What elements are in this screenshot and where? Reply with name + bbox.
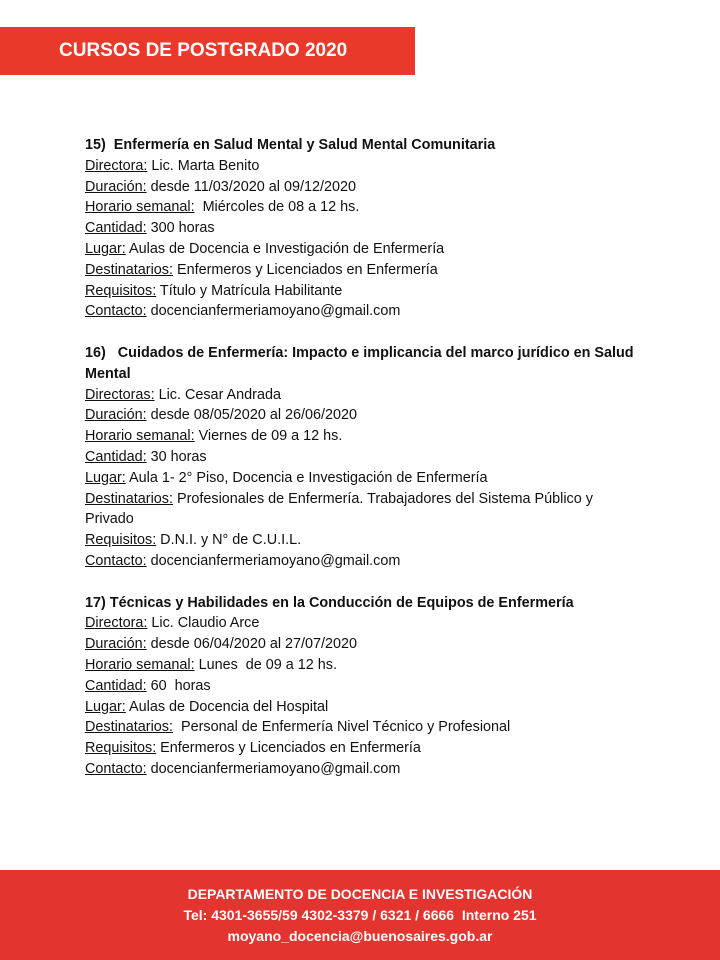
footer-department: DEPARTAMENTO DE DOCENCIA E INVESTIGACIÓN (187, 886, 533, 902)
course-field-audience (85, 260, 645, 281)
field-value: Lic. Marta Benito (147, 157, 260, 174)
field-value: Miércoles de 08 a 12 hs. (194, 199, 360, 216)
field-label: Contacto: (85, 552, 147, 569)
course-field-director (85, 613, 645, 634)
field-label: Cantidad: (85, 677, 147, 694)
course-field-place (85, 239, 645, 260)
course-list (85, 135, 645, 801)
course-field-place (85, 468, 645, 489)
field-value: Aulas de Docencia del Hospital (125, 698, 329, 715)
field-label: Requisitos: (85, 532, 157, 549)
field-label: Lugar: (85, 698, 126, 715)
field-value: desde 11/03/2020 al 09/12/2020 (146, 178, 356, 195)
course-field-hours (85, 676, 645, 697)
course-field-audience (85, 489, 645, 531)
contact-email[interactable]: docencianfermeriamoyano@gmail.com (146, 760, 401, 777)
field-label: Lugar: (85, 469, 126, 486)
field-value: Viernes de 09 a 12 hs. (194, 428, 343, 445)
field-value: desde 08/05/2020 al 26/06/2020 (146, 407, 358, 424)
course-field-duration (85, 405, 645, 426)
course-field-schedule (85, 655, 645, 676)
field-value: Título y Matrícula Habilitante (156, 282, 343, 299)
field-label: Directora: (85, 615, 148, 632)
field-label: Duración: (85, 636, 147, 653)
course-field-place (85, 697, 645, 718)
field-label: Contacto: (85, 760, 147, 777)
field-value: Lic. Cesar Andrada (154, 386, 281, 403)
field-value: Aula 1- 2° Piso, Docencia e Investigación de Enfermería (125, 469, 488, 486)
course-field-duration (85, 177, 645, 198)
field-label: Contacto: (85, 303, 147, 320)
field-value: Enfermeros y Licenciados en Enfermería (172, 261, 438, 278)
course-field-schedule (85, 426, 645, 447)
course-field-hours (85, 447, 645, 468)
field-value: desde 06/04/2020 al 27/07/2020 (146, 636, 358, 653)
course-field-requirements (85, 738, 645, 759)
course-field-contact (85, 759, 645, 780)
field-value: Aulas de Docencia e Investigación de Enfermería (125, 240, 445, 257)
course-17 (85, 593, 645, 780)
field-label: Directora: (85, 157, 148, 174)
footer-email[interactable]: moyano_docencia@buenosaires.gob.ar (227, 928, 493, 944)
field-value: Lic. Claudio Arce (147, 615, 260, 632)
contact-email[interactable]: docencianfermeriamoyano@gmail.com (146, 552, 401, 569)
course-field-contact (85, 551, 645, 572)
field-label: Directoras: (85, 386, 155, 403)
course-field-requirements (85, 281, 645, 302)
field-label: Duración: (85, 178, 147, 195)
field-label: Horario semanal: (85, 656, 195, 673)
field-label: Destinatarios: (85, 719, 173, 736)
field-label: Lugar: (85, 240, 126, 257)
page-title: CURSOS DE POSTGRADO 2020 (59, 40, 348, 61)
field-value: Profesionales de Enfermería. Trabajadores del Sistema Público y Privado (85, 490, 597, 528)
field-label: Horario semanal: (85, 199, 195, 216)
field-value: 30 horas (146, 448, 207, 465)
header-banner (0, 27, 415, 75)
field-label: Requisitos: (85, 282, 157, 299)
footer-phone: Tel: 4301-3655/59 4302-3379 / 6321 / 6666 Interno 251 (183, 907, 537, 923)
field-value: D.N.I. y N° de C.U.I.L. (156, 532, 302, 549)
course-field-director (85, 385, 645, 406)
field-label: Requisitos: (85, 740, 157, 757)
course-15 (85, 135, 645, 322)
course-field-director (85, 156, 645, 177)
field-label: Duración: (85, 407, 147, 424)
course-field-audience (85, 717, 645, 738)
course-field-requirements (85, 530, 645, 551)
course-16 (85, 343, 645, 572)
course-field-contact (85, 301, 645, 322)
field-label: Cantidad: (85, 448, 147, 465)
field-label: Destinatarios: (85, 261, 173, 278)
field-label: Destinatarios: (85, 490, 173, 507)
course-field-schedule (85, 197, 645, 218)
course-field-hours (85, 218, 645, 239)
field-value: 60 horas (146, 677, 211, 694)
course-title: 17) Técnicas y Habilidades en la Conducción de Equipos de Enfermería (85, 594, 574, 611)
field-value: 300 horas (146, 220, 215, 237)
field-label: Cantidad: (85, 220, 147, 237)
contact-email[interactable]: docencianfermeriamoyano@gmail.com (146, 303, 401, 320)
footer (0, 870, 720, 960)
course-field-duration (85, 634, 645, 655)
field-value: Personal de Enfermería Nivel Técnico y Profesional (172, 719, 511, 736)
field-value: Enfermeros y Licenciados en Enfermería (156, 740, 421, 757)
field-label: Horario semanal: (85, 428, 195, 445)
course-title: 16) Cuidados de Enfermería: Impacto e implicancia del marco jurídico en Salud Mental (85, 344, 638, 382)
field-value: Lunes de 09 a 12 hs. (194, 656, 337, 673)
course-title: 15) Enfermería en Salud Mental y Salud Mental Comunitaria (85, 137, 496, 153)
